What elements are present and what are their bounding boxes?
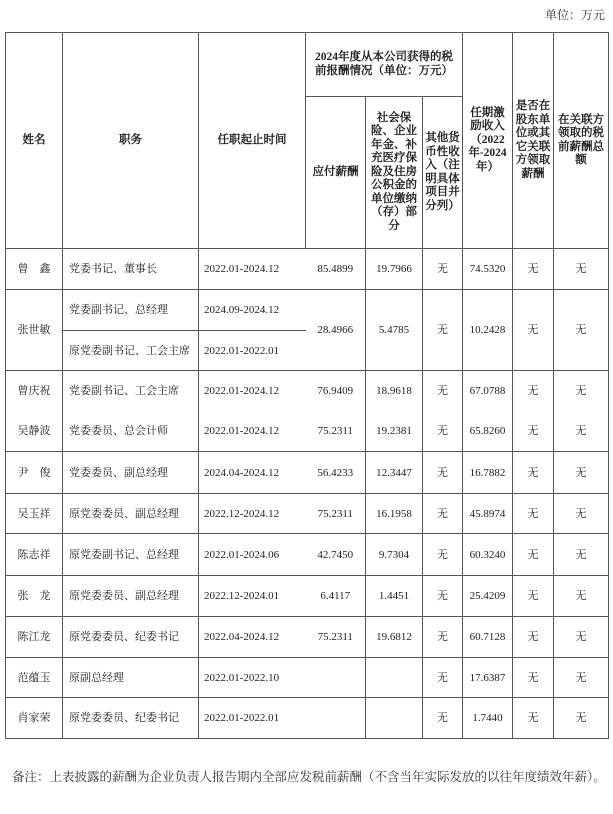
incentive-cell: 60.7128 xyxy=(463,617,513,658)
table-row xyxy=(6,658,609,698)
shareholder-pay-cell: 无 xyxy=(513,452,554,494)
incentive-cell: 25.4209 xyxy=(463,576,513,617)
incentive-cell: 60.3240 xyxy=(463,534,513,576)
social-cell: 19.6812 xyxy=(366,617,423,658)
social-cell: 5.4785 xyxy=(366,290,423,371)
social-cell: 12.3447 xyxy=(366,452,423,494)
related-pay-cell: 无 xyxy=(554,412,609,452)
header-incentive: 任期激励收入（2022年-2024年） xyxy=(463,33,513,249)
payable-cell: 75.2311 xyxy=(306,494,366,534)
header-related: 在关联方领取的税前薪酬总额 xyxy=(554,33,609,249)
incentive-cell: 17.6387 xyxy=(463,658,513,698)
position-cell: 党委副书记、总经理 xyxy=(63,290,199,331)
term-cell: 2022.04-2024.12 xyxy=(199,617,306,658)
related-pay-cell: 无 xyxy=(554,658,609,698)
payable-cell: 56.4233 xyxy=(306,452,366,494)
position-cell: 原党委委员、副总经理 xyxy=(63,576,199,617)
payable-cell xyxy=(306,658,366,698)
table-body xyxy=(6,249,609,739)
incentive-cell: 10.2428 xyxy=(463,290,513,371)
other-income-cell: 无 xyxy=(423,576,463,617)
term-cell: 2022.01-2022.01 xyxy=(199,331,306,371)
shareholder-pay-cell: 无 xyxy=(513,371,554,412)
term-cell: 2022.01-2024.12 xyxy=(199,249,306,290)
payable-cell: 28.4966 xyxy=(306,290,366,371)
term-cell: 2022.01-2024.12 xyxy=(199,412,306,452)
position-cell: 原党委委员、纪委书记 xyxy=(63,617,199,658)
incentive-cell: 65.8260 xyxy=(463,412,513,452)
person-name: 尹 俊 xyxy=(6,452,63,494)
payable-cell: 75.2311 xyxy=(306,412,366,452)
other-income-cell: 无 xyxy=(423,452,463,494)
other-income-cell: 无 xyxy=(423,534,463,576)
related-pay-cell: 无 xyxy=(554,371,609,412)
payable-cell: 85.4899 xyxy=(306,249,366,290)
shareholder-pay-cell: 无 xyxy=(513,494,554,534)
related-pay-cell: 无 xyxy=(554,698,609,739)
shareholder-pay-cell: 无 xyxy=(513,290,554,371)
term-cell: 2022.12-2024.01 xyxy=(199,576,306,617)
header-shareholder: 是否在股东单位或其它关联方领取薪酬 xyxy=(513,33,554,249)
other-income-cell: 无 xyxy=(423,290,463,371)
person-name: 肖家荣 xyxy=(6,698,63,739)
shareholder-pay-cell: 无 xyxy=(513,576,554,617)
compensation-table xyxy=(5,32,609,739)
header-group: 2024年度从本公司获得的税前报酬情况（单位：万元） xyxy=(306,33,463,97)
person-name: 吴玉祥 xyxy=(6,494,63,534)
table-row xyxy=(6,576,609,617)
table-row xyxy=(6,617,609,658)
incentive-cell: 1.7440 xyxy=(463,698,513,739)
table-row xyxy=(6,698,609,739)
term-cell: 2022.12-2024.12 xyxy=(199,494,306,534)
related-pay-cell: 无 xyxy=(554,576,609,617)
payable-cell xyxy=(306,698,366,739)
social-cell: 19.7966 xyxy=(366,249,423,290)
shareholder-pay-cell: 无 xyxy=(513,698,554,739)
position-cell: 原党委副书记、工会主席 xyxy=(63,331,199,371)
header-other: 其他货币性收入（注明具体项目并分列） xyxy=(423,97,463,249)
person-name: 曾 鑫 xyxy=(6,249,63,290)
other-income-cell: 无 xyxy=(423,371,463,412)
person-name: 范蕴玉 xyxy=(6,658,63,698)
header-name: 姓名 xyxy=(6,33,63,249)
term-cell: 2022.01-2022.01 xyxy=(199,698,306,739)
position-cell: 党委副书记、工会主席 xyxy=(63,371,199,412)
social-cell: 1.4451 xyxy=(366,576,423,617)
incentive-cell: 74.5320 xyxy=(463,249,513,290)
position-cell: 党委书记、董事长 xyxy=(63,249,199,290)
person-name: 吴静波 xyxy=(6,412,63,452)
table-row xyxy=(6,249,609,290)
social-cell: 19.2381 xyxy=(366,412,423,452)
header-social: 社会保险、企业年金、补充医疗保险及住房公积金的单位缴纳（存）部分 xyxy=(366,97,423,249)
shareholder-pay-cell: 无 xyxy=(513,658,554,698)
payable-cell: 42.7450 xyxy=(306,534,366,576)
table-row xyxy=(6,534,609,576)
incentive-cell: 16.7882 xyxy=(463,452,513,494)
shareholder-pay-cell: 无 xyxy=(513,412,554,452)
person-name: 曾庆祝 xyxy=(6,371,63,412)
term-cell: 2022.01-2024.12 xyxy=(199,371,306,412)
other-income-cell: 无 xyxy=(423,494,463,534)
table-row xyxy=(6,452,609,494)
related-pay-cell: 无 xyxy=(554,617,609,658)
header-payable: 应付薪酬 xyxy=(306,97,366,249)
term-cell: 2024.09-2024.12 xyxy=(199,290,306,331)
person-name: 陈志祥 xyxy=(6,534,63,576)
incentive-cell: 45.8974 xyxy=(463,494,513,534)
social-cell xyxy=(366,658,423,698)
related-pay-cell: 无 xyxy=(554,494,609,534)
table-row xyxy=(6,371,609,412)
footnote: 备注：上表披露的薪酬为企业负责人报告期内全部应发税前薪酬（不含当年实际发放的以往年度绩效年薪）。 xyxy=(12,770,606,784)
term-cell: 2024.04-2024.12 xyxy=(199,452,306,494)
social-cell xyxy=(366,698,423,739)
position-cell: 原党委委员、纪委书记 xyxy=(63,698,199,739)
social-cell: 16.1958 xyxy=(366,494,423,534)
position-cell: 原党委副书记、总经理 xyxy=(63,534,199,576)
related-pay-cell: 无 xyxy=(554,290,609,371)
unit-label: 单位：万元 xyxy=(544,8,605,22)
position-cell: 原党委委员、副总经理 xyxy=(63,494,199,534)
position-cell: 党委委员、总会计师 xyxy=(63,412,199,452)
header-position: 职务 xyxy=(63,33,199,249)
related-pay-cell: 无 xyxy=(554,452,609,494)
table-row xyxy=(6,412,609,452)
table-row xyxy=(6,494,609,534)
related-pay-cell: 无 xyxy=(554,249,609,290)
person-name: 张 龙 xyxy=(6,576,63,617)
other-income-cell: 无 xyxy=(423,617,463,658)
shareholder-pay-cell: 无 xyxy=(513,249,554,290)
social-cell: 18.9618 xyxy=(366,371,423,412)
other-income-cell: 无 xyxy=(423,412,463,452)
other-income-cell: 无 xyxy=(423,698,463,739)
other-income-cell: 无 xyxy=(423,249,463,290)
term-cell: 2022.01-2022.10 xyxy=(199,658,306,698)
person-name: 陈江龙 xyxy=(6,617,63,658)
shareholder-pay-cell: 无 xyxy=(513,534,554,576)
position-cell: 党委委员、副总经理 xyxy=(63,452,199,494)
social-cell: 9.7304 xyxy=(366,534,423,576)
payable-cell: 75.2311 xyxy=(306,617,366,658)
person-name: 张世敏 xyxy=(6,290,63,371)
shareholder-pay-cell: 无 xyxy=(513,617,554,658)
payable-cell: 6.4117 xyxy=(306,576,366,617)
payable-cell: 76.9409 xyxy=(306,371,366,412)
position-cell: 原副总经理 xyxy=(63,658,199,698)
incentive-cell: 67.0788 xyxy=(463,371,513,412)
related-pay-cell: 无 xyxy=(554,534,609,576)
term-cell: 2022.01-2024.06 xyxy=(199,534,306,576)
table-row xyxy=(6,290,609,331)
header-term: 任职起止时间 xyxy=(199,33,306,249)
other-income-cell: 无 xyxy=(423,658,463,698)
